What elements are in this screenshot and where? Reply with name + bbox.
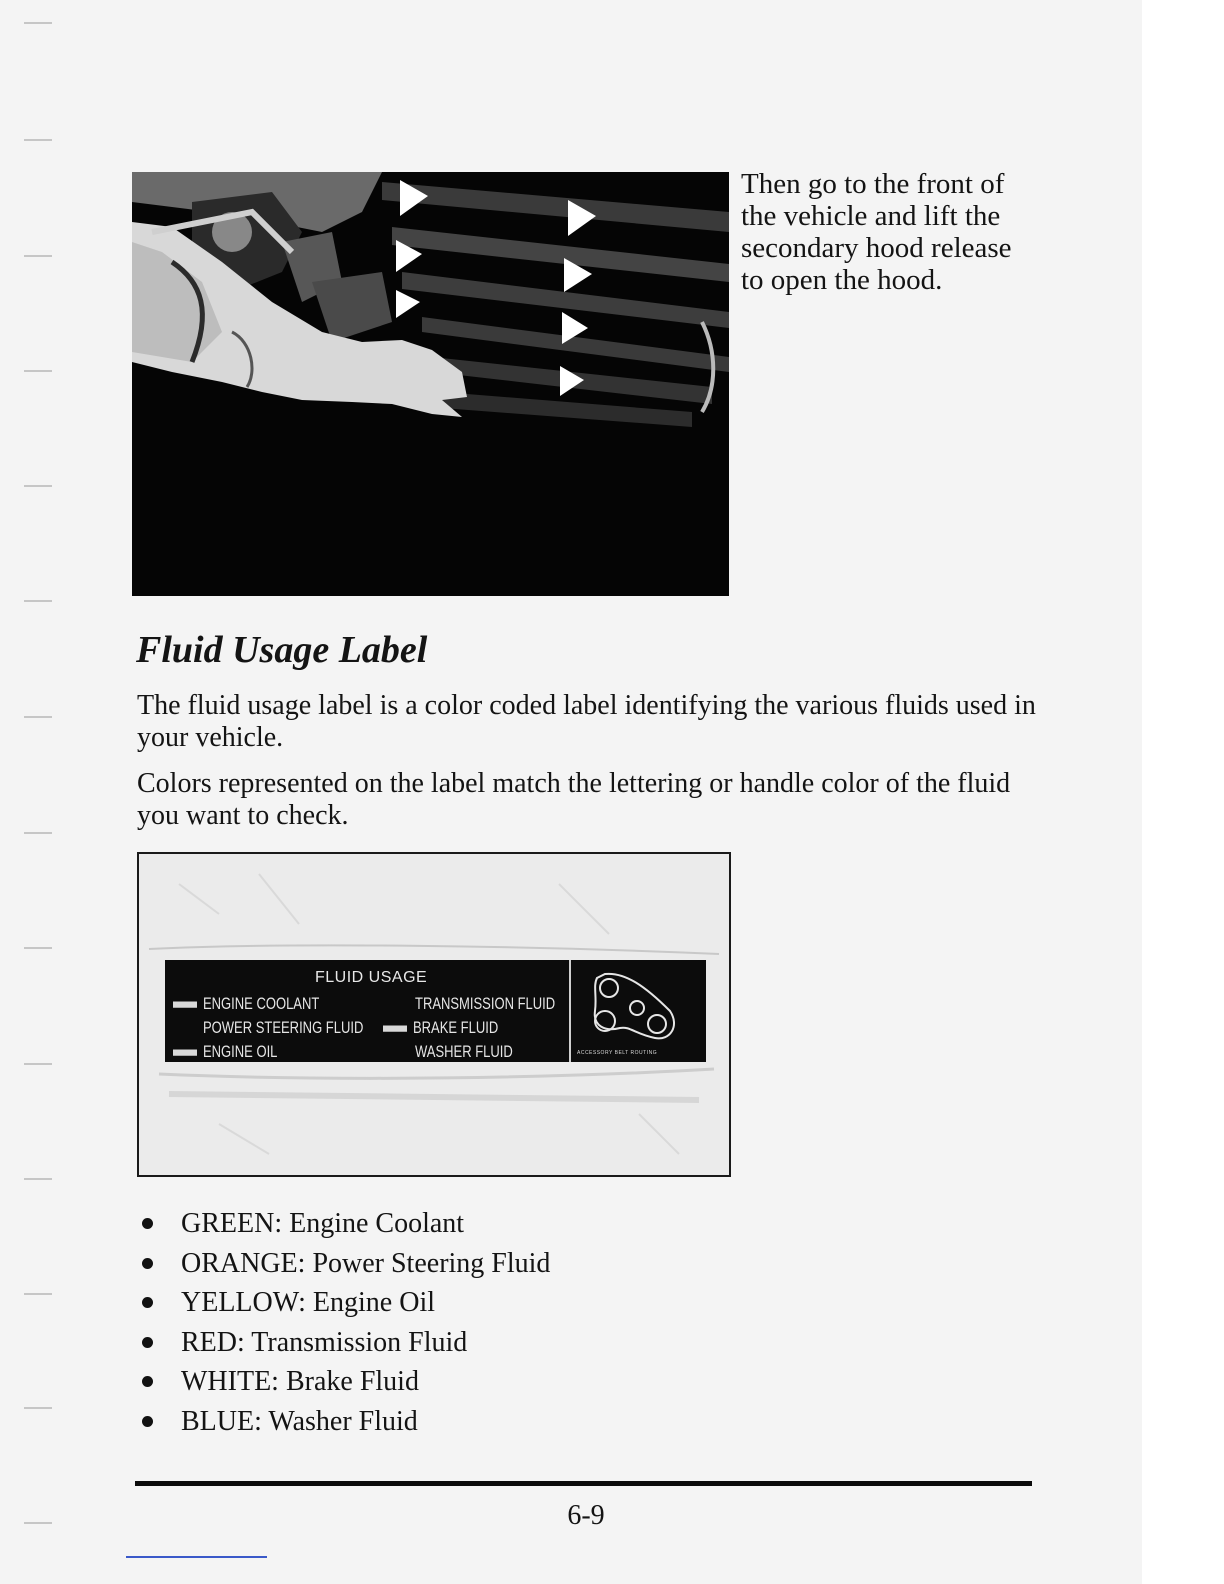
plate-item-label: WASHER FLUID — [415, 1042, 513, 1061]
margin-tick — [24, 600, 52, 602]
list-item — [138, 1323, 550, 1363]
margin-tick — [24, 947, 52, 949]
margin-tick — [24, 255, 52, 257]
bullet-icon — [142, 1297, 153, 1308]
list-item-text: GREEN: Engine Coolant — [181, 1208, 465, 1239]
list-item-text: WHITE: Brake Fluid — [181, 1366, 419, 1397]
plate-item — [383, 1018, 498, 1037]
plate-item-label: TRANSMISSION FLUID — [415, 994, 556, 1013]
margin-tick — [24, 370, 52, 372]
margin-tick — [24, 139, 52, 141]
margin-tick — [24, 1063, 52, 1065]
plate-item-label: ENGINE OIL — [203, 1042, 278, 1061]
list-item-text: YELLOW: Engine Oil — [181, 1287, 436, 1318]
plate-item — [415, 1042, 513, 1061]
plate-item-label: ENGINE COOLANT — [203, 994, 320, 1013]
hood-release-photo — [132, 172, 729, 596]
fluid-color-list — [138, 1204, 550, 1441]
list-item-text: ORANGE: Power Steering Fluid — [181, 1247, 551, 1279]
list-item-text: RED: Transmission Fluid — [181, 1326, 468, 1358]
margin-tick — [24, 1178, 52, 1180]
bullet-icon — [142, 1218, 153, 1229]
plate-item — [415, 994, 555, 1013]
section-heading: Fluid Usage Label — [136, 629, 428, 671]
margin-tick — [24, 1293, 52, 1295]
color-swatch — [173, 1002, 197, 1008]
intro-paragraph: The fluid usage label is a color coded label identifying the various fluids used in your vehicle. — [137, 690, 1036, 753]
plate-item — [203, 1018, 363, 1037]
page-edge-strip — [1142, 0, 1224, 1584]
list-item — [138, 1204, 550, 1244]
plate-item — [173, 1042, 277, 1061]
color-paragraph: Colors represented on the label match the lettering or handle color of the fluid you want to check. — [137, 768, 1011, 831]
bullet-icon — [142, 1416, 153, 1427]
belt-routing-icon — [575, 966, 703, 1048]
bullet-icon — [142, 1258, 153, 1269]
color-swatch — [173, 1050, 197, 1056]
plate-item — [173, 994, 319, 1013]
margin-tick — [24, 22, 52, 24]
bullet-icon — [142, 1337, 153, 1348]
list-item — [138, 1244, 550, 1284]
footer-rule — [135, 1481, 1032, 1486]
margin-tick — [24, 1407, 52, 1409]
hood-release-instruction: Then go to the front of the vehicle and lift the secondary hood release to open the hood. — [741, 168, 1012, 296]
plate-divider — [569, 960, 571, 1062]
list-item — [138, 1283, 550, 1323]
list-item — [138, 1402, 550, 1442]
margin-tick — [24, 485, 52, 487]
link-underline — [126, 1556, 267, 1558]
plate-item-label: BRAKE FLUID — [413, 1018, 499, 1037]
fluid-usage-label-photo — [137, 852, 731, 1177]
plate-item-label: POWER STEERING FLUID — [203, 1018, 364, 1037]
fluid-usage-plate — [165, 960, 706, 1062]
list-item — [138, 1362, 550, 1402]
plate-title: FLUID USAGE — [315, 969, 428, 986]
page-number: 6-9 — [567, 1500, 605, 1531]
margin-tick — [24, 716, 52, 718]
hood-release-illustration — [132, 172, 729, 596]
list-item-text: BLUE: Washer Fluid — [181, 1405, 418, 1437]
margin-tick — [24, 832, 52, 834]
bullet-icon — [142, 1376, 153, 1387]
belt-caption: ACCESSORY BELT ROUTING — [577, 1050, 658, 1056]
color-swatch — [383, 1026, 407, 1032]
